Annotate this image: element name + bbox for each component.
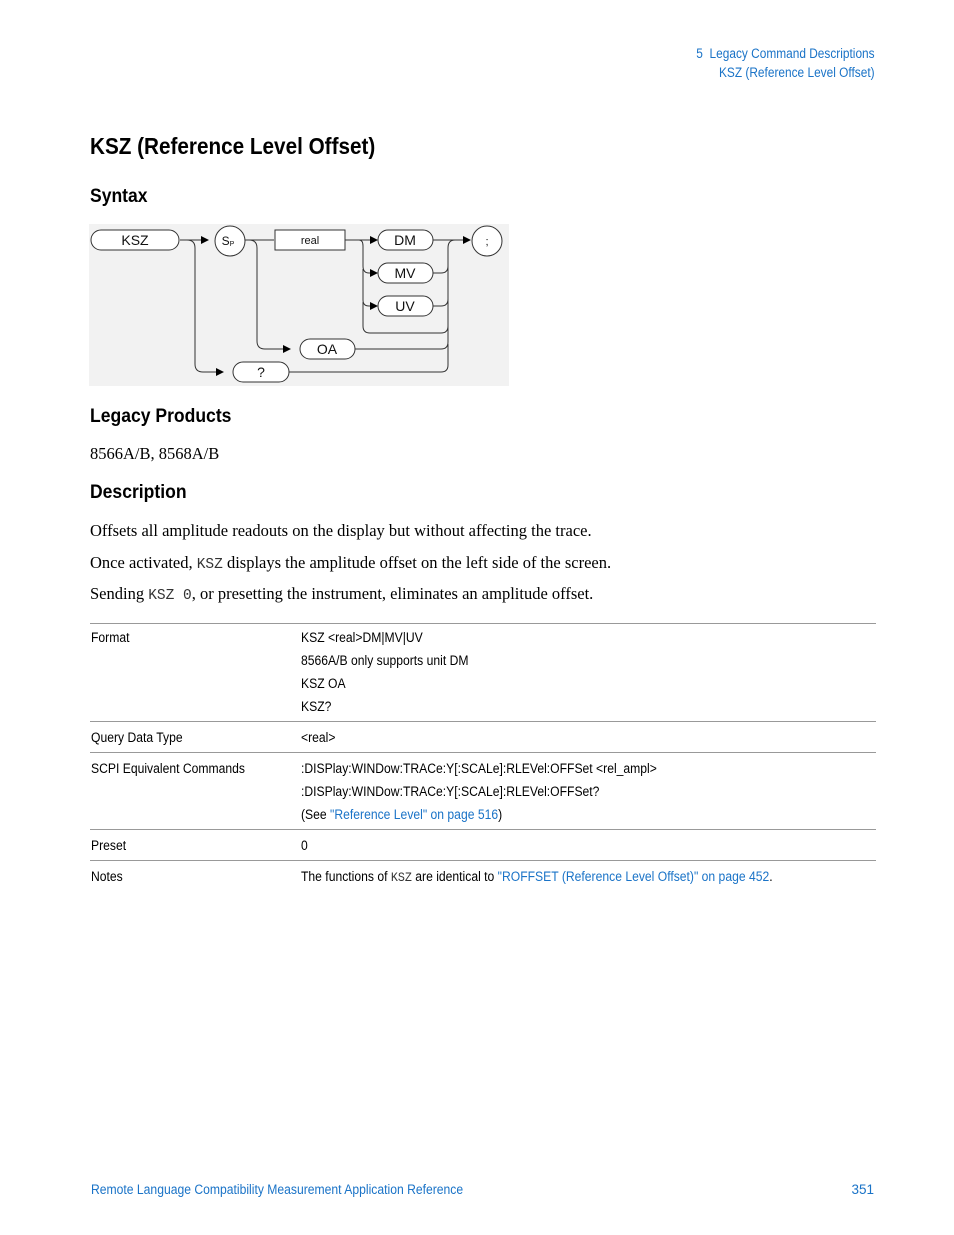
scpi-see-line: (See "Reference Level" on page 516) bbox=[301, 807, 503, 822]
scpi-line-2: :DISPlay:WINDow:TRACe:Y[:SCALe]:RLEVel:OFFSet? bbox=[301, 784, 600, 799]
format-line-1: KSZ <real>DM|MV|UV bbox=[301, 630, 423, 645]
syntax-heading: Syntax bbox=[90, 185, 148, 207]
query-label: Query Data Type bbox=[91, 730, 183, 745]
scpi-line-1: :DISPlay:WINDow:TRACe:Y[:SCALe]:RLEVel:OFFSet <rel_ampl> bbox=[301, 761, 657, 776]
footer-title: Remote Language Compatibility Measurement Application Reference bbox=[91, 1182, 464, 1197]
format-line-3: KSZ OA bbox=[301, 676, 346, 691]
page-title: KSZ (Reference Level Offset) bbox=[90, 133, 376, 159]
syntax-uv-label: UV bbox=[395, 298, 415, 314]
format-label: Format bbox=[91, 630, 130, 645]
preset-value: 0 bbox=[301, 838, 308, 853]
header-chapter[interactable]: 5 Legacy Command Descriptions bbox=[696, 46, 875, 61]
roffset-link[interactable]: "ROFFSET (Reference Level Offset)" on page 452 bbox=[497, 869, 770, 884]
table-row-notes bbox=[90, 861, 876, 893]
running-header bbox=[697, 44, 875, 82]
syntax-terminator-label: ; bbox=[485, 236, 489, 248]
header-section[interactable]: KSZ (Reference Level Offset) bbox=[719, 65, 875, 80]
table-row-scpi bbox=[90, 753, 876, 830]
command-info-table bbox=[90, 623, 876, 892]
syntax-sp-label: SP bbox=[221, 234, 235, 248]
syntax-dm-label: DM bbox=[394, 232, 416, 248]
description-paragraph-3: Sending KSZ 0, or presetting the instrument, eliminates an amplitude offset. bbox=[90, 584, 594, 604]
legacy-products-text: 8566A/B, 8568A/B bbox=[90, 444, 220, 463]
syntax-mv-label: MV bbox=[394, 265, 416, 281]
table-row-format bbox=[90, 624, 876, 722]
legacy-products-heading: Legacy Products bbox=[90, 405, 232, 427]
code-ksz-0: KSZ 0 bbox=[148, 588, 192, 604]
scpi-label: SCPI Equivalent Commands bbox=[91, 761, 245, 776]
description-paragraph-1: Offsets all amplitude readouts on the display but without affecting the trace. bbox=[90, 521, 592, 540]
reference-level-link[interactable]: "Reference Level" on page 516 bbox=[330, 807, 499, 822]
syntax-query-label: ? bbox=[257, 364, 265, 380]
description-paragraph-2: Once activated, KSZ displays the amplitude offset on the left side of the screen. bbox=[90, 553, 612, 573]
format-line-2: 8566A/B only supports unit DM bbox=[301, 653, 469, 668]
table-row-query-data-type bbox=[90, 722, 876, 753]
syntax-real-label: real bbox=[300, 235, 320, 247]
syntax-diagram bbox=[89, 224, 509, 386]
syntax-ksz-label: KSZ bbox=[121, 232, 149, 248]
page-number: 351 bbox=[851, 1182, 874, 1197]
table-row-preset bbox=[90, 830, 876, 861]
preset-label: Preset bbox=[91, 838, 127, 853]
syntax-oa-label: OA bbox=[316, 341, 338, 357]
query-value: <real> bbox=[301, 730, 336, 745]
notes-text: The functions of KSZ are identical to "ROFFSET (Reference Level Offset)" on page 452. bbox=[301, 869, 773, 885]
notes-code-ksz: KSZ bbox=[390, 870, 412, 885]
description-heading: Description bbox=[90, 481, 187, 503]
format-line-4: KSZ? bbox=[301, 699, 332, 714]
notes-label: Notes bbox=[91, 869, 123, 884]
code-ksz: KSZ bbox=[196, 557, 223, 573]
